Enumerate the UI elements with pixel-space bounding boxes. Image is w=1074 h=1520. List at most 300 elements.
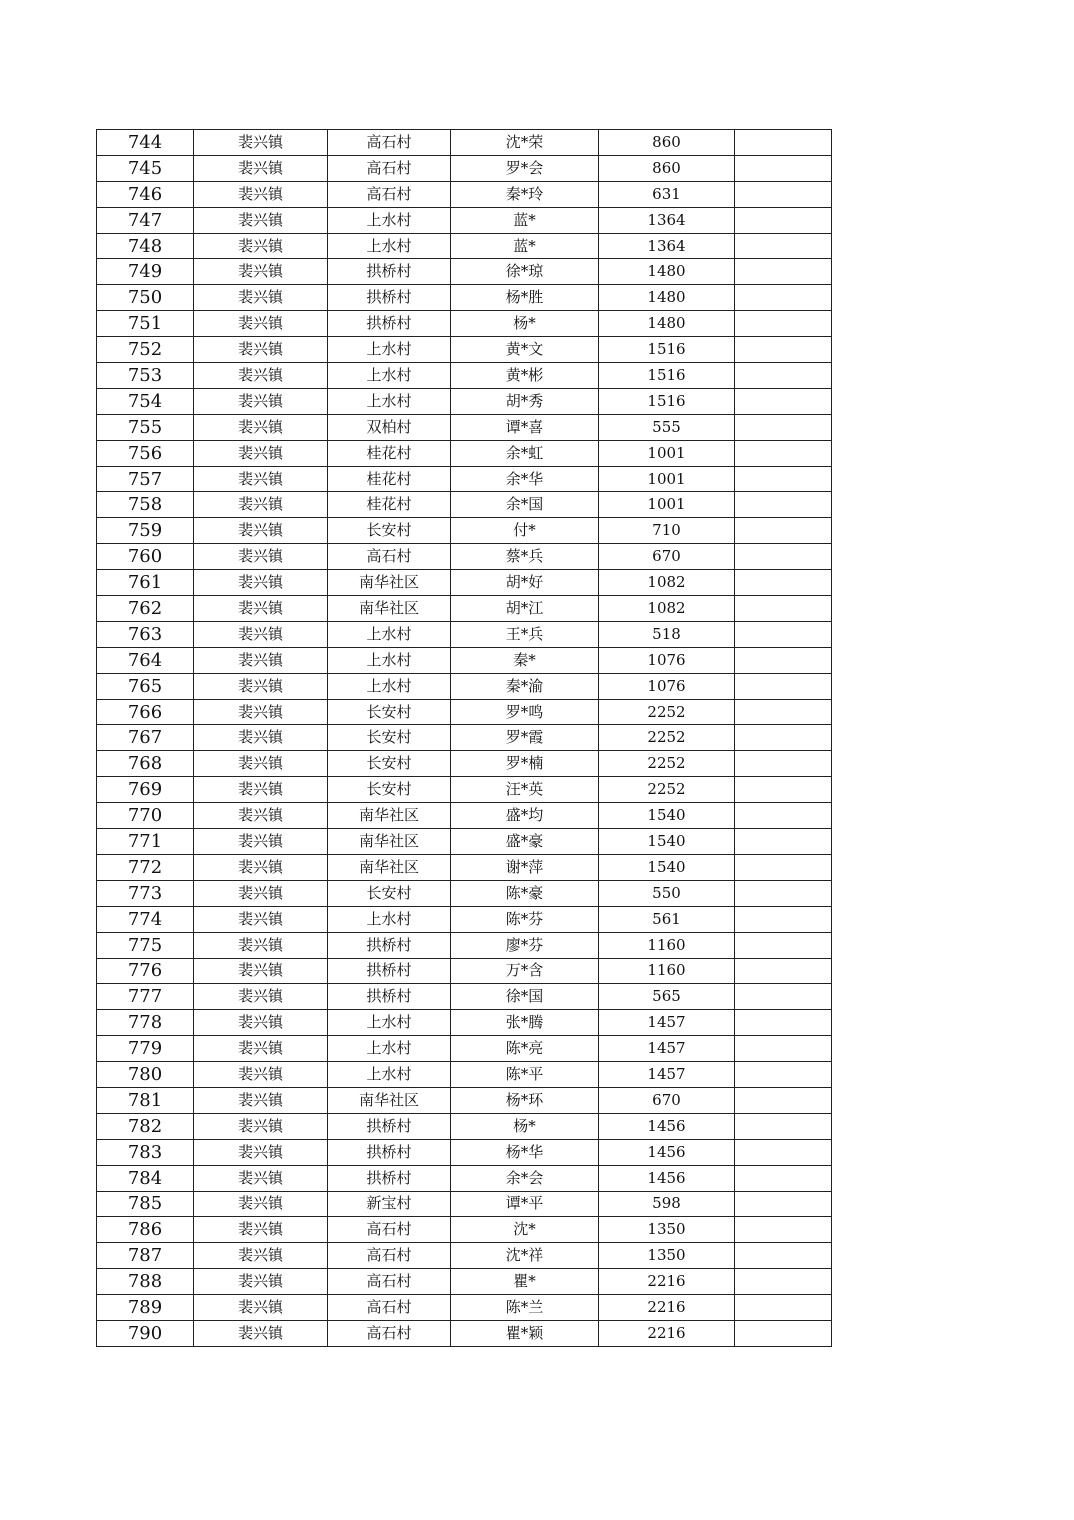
amount-cell: 1457 bbox=[599, 1062, 735, 1088]
village-cell: 高石村 bbox=[328, 181, 451, 207]
village-cell: 新宝村 bbox=[328, 1191, 451, 1217]
village-cell: 上水村 bbox=[328, 388, 451, 414]
village-cell: 上水村 bbox=[328, 1036, 451, 1062]
village-cell: 上水村 bbox=[328, 207, 451, 233]
amount-cell: 561 bbox=[599, 906, 735, 932]
village-cell: 南华社区 bbox=[328, 570, 451, 596]
table-row bbox=[97, 1295, 832, 1321]
table-row bbox=[97, 1269, 832, 1295]
row-number-cell: 753 bbox=[97, 363, 194, 389]
name-cell: 罗*霞 bbox=[451, 725, 599, 751]
village-cell: 长安村 bbox=[328, 725, 451, 751]
row-number-cell: 767 bbox=[97, 725, 194, 751]
name-cell: 陈*芬 bbox=[451, 906, 599, 932]
row-number-cell: 757 bbox=[97, 466, 194, 492]
row-number-cell: 761 bbox=[97, 570, 194, 596]
remark-cell bbox=[735, 518, 832, 544]
town-cell: 裴兴镇 bbox=[194, 647, 328, 673]
name-cell: 谭*平 bbox=[451, 1191, 599, 1217]
row-number-cell: 779 bbox=[97, 1036, 194, 1062]
table-row bbox=[97, 207, 832, 233]
name-cell: 黄*文 bbox=[451, 337, 599, 363]
town-cell: 裴兴镇 bbox=[194, 854, 328, 880]
village-cell: 上水村 bbox=[328, 647, 451, 673]
amount-cell: 670 bbox=[599, 1087, 735, 1113]
name-cell: 余*华 bbox=[451, 466, 599, 492]
amount-cell: 1456 bbox=[599, 1165, 735, 1191]
remark-cell bbox=[735, 777, 832, 803]
village-cell: 桂花村 bbox=[328, 440, 451, 466]
row-number-cell: 749 bbox=[97, 259, 194, 285]
table-row bbox=[97, 699, 832, 725]
row-number-cell: 760 bbox=[97, 544, 194, 570]
town-cell: 裴兴镇 bbox=[194, 1010, 328, 1036]
table-row bbox=[97, 1320, 832, 1346]
amount-cell: 550 bbox=[599, 880, 735, 906]
row-number-cell: 748 bbox=[97, 233, 194, 259]
village-cell: 高石村 bbox=[328, 1295, 451, 1321]
row-number-cell: 773 bbox=[97, 880, 194, 906]
village-cell: 拱桥村 bbox=[328, 285, 451, 311]
table-row bbox=[97, 181, 832, 207]
amount-cell: 1480 bbox=[599, 285, 735, 311]
remark-cell bbox=[735, 1139, 832, 1165]
town-cell: 裴兴镇 bbox=[194, 259, 328, 285]
village-cell: 高石村 bbox=[328, 130, 451, 156]
town-cell: 裴兴镇 bbox=[194, 932, 328, 958]
remark-cell bbox=[735, 829, 832, 855]
name-cell: 余*虹 bbox=[451, 440, 599, 466]
amount-cell: 565 bbox=[599, 984, 735, 1010]
name-cell: 王*兵 bbox=[451, 621, 599, 647]
amount-cell: 2252 bbox=[599, 777, 735, 803]
town-cell: 裴兴镇 bbox=[194, 363, 328, 389]
row-number-cell: 744 bbox=[97, 130, 194, 156]
town-cell: 裴兴镇 bbox=[194, 155, 328, 181]
amount-cell: 2216 bbox=[599, 1295, 735, 1321]
village-cell: 南华社区 bbox=[328, 803, 451, 829]
remark-cell bbox=[735, 259, 832, 285]
name-cell: 余*会 bbox=[451, 1165, 599, 1191]
village-cell: 高石村 bbox=[328, 1217, 451, 1243]
name-cell: 胡*江 bbox=[451, 596, 599, 622]
village-cell: 高石村 bbox=[328, 544, 451, 570]
village-cell: 双柏村 bbox=[328, 414, 451, 440]
name-cell: 汪*英 bbox=[451, 777, 599, 803]
row-number-cell: 765 bbox=[97, 673, 194, 699]
row-number-cell: 777 bbox=[97, 984, 194, 1010]
remark-cell bbox=[735, 440, 832, 466]
name-cell: 秦*玲 bbox=[451, 181, 599, 207]
town-cell: 裴兴镇 bbox=[194, 751, 328, 777]
name-cell: 秦*渝 bbox=[451, 673, 599, 699]
row-number-cell: 763 bbox=[97, 621, 194, 647]
row-number-cell: 782 bbox=[97, 1113, 194, 1139]
remark-cell bbox=[735, 1217, 832, 1243]
amount-cell: 1001 bbox=[599, 440, 735, 466]
remark-cell bbox=[735, 596, 832, 622]
amount-cell: 1350 bbox=[599, 1217, 735, 1243]
village-cell: 高石村 bbox=[328, 1269, 451, 1295]
town-cell: 裴兴镇 bbox=[194, 984, 328, 1010]
amount-cell: 1456 bbox=[599, 1139, 735, 1165]
name-cell: 罗*会 bbox=[451, 155, 599, 181]
town-cell: 裴兴镇 bbox=[194, 906, 328, 932]
table-row bbox=[97, 1036, 832, 1062]
remark-cell bbox=[735, 699, 832, 725]
table-row bbox=[97, 1191, 832, 1217]
row-number-cell: 759 bbox=[97, 518, 194, 544]
row-number-cell: 781 bbox=[97, 1087, 194, 1113]
name-cell: 胡*好 bbox=[451, 570, 599, 596]
name-cell: 陈*兰 bbox=[451, 1295, 599, 1321]
remark-cell bbox=[735, 1295, 832, 1321]
remark-cell bbox=[735, 466, 832, 492]
village-cell: 南华社区 bbox=[328, 854, 451, 880]
name-cell: 沈*祥 bbox=[451, 1243, 599, 1269]
row-number-cell: 764 bbox=[97, 647, 194, 673]
town-cell: 裴兴镇 bbox=[194, 1243, 328, 1269]
village-cell: 上水村 bbox=[328, 621, 451, 647]
row-number-cell: 750 bbox=[97, 285, 194, 311]
town-cell: 裴兴镇 bbox=[194, 1139, 328, 1165]
village-cell: 上水村 bbox=[328, 233, 451, 259]
remark-cell bbox=[735, 414, 832, 440]
town-cell: 裴兴镇 bbox=[194, 466, 328, 492]
amount-cell: 598 bbox=[599, 1191, 735, 1217]
table-row bbox=[97, 466, 832, 492]
amount-cell: 1001 bbox=[599, 466, 735, 492]
table-row bbox=[97, 440, 832, 466]
table-row bbox=[97, 130, 832, 156]
town-cell: 裴兴镇 bbox=[194, 829, 328, 855]
amount-cell: 1516 bbox=[599, 363, 735, 389]
village-cell: 高石村 bbox=[328, 155, 451, 181]
row-number-cell: 758 bbox=[97, 492, 194, 518]
village-cell: 拱桥村 bbox=[328, 259, 451, 285]
row-number-cell: 771 bbox=[97, 829, 194, 855]
table-row bbox=[97, 233, 832, 259]
village-cell: 长安村 bbox=[328, 699, 451, 725]
name-cell: 盛*均 bbox=[451, 803, 599, 829]
remark-cell bbox=[735, 1062, 832, 1088]
name-cell: 谭*喜 bbox=[451, 414, 599, 440]
town-cell: 裴兴镇 bbox=[194, 958, 328, 984]
row-number-cell: 790 bbox=[97, 1320, 194, 1346]
village-cell: 南华社区 bbox=[328, 596, 451, 622]
town-cell: 裴兴镇 bbox=[194, 570, 328, 596]
amount-cell: 860 bbox=[599, 155, 735, 181]
table-row bbox=[97, 544, 832, 570]
remark-cell bbox=[735, 285, 832, 311]
name-cell: 杨* bbox=[451, 311, 599, 337]
village-cell: 拱桥村 bbox=[328, 1139, 451, 1165]
name-cell: 蔡*兵 bbox=[451, 544, 599, 570]
remark-cell bbox=[735, 363, 832, 389]
village-cell: 拱桥村 bbox=[328, 932, 451, 958]
name-cell: 陈*平 bbox=[451, 1062, 599, 1088]
remark-cell bbox=[735, 155, 832, 181]
name-cell: 徐*琼 bbox=[451, 259, 599, 285]
town-cell: 裴兴镇 bbox=[194, 777, 328, 803]
table-row bbox=[97, 363, 832, 389]
town-cell: 裴兴镇 bbox=[194, 596, 328, 622]
name-cell: 廖*芬 bbox=[451, 932, 599, 958]
remark-cell bbox=[735, 337, 832, 363]
amount-cell: 670 bbox=[599, 544, 735, 570]
amount-cell: 1082 bbox=[599, 570, 735, 596]
remark-cell bbox=[735, 1087, 832, 1113]
amount-cell: 1160 bbox=[599, 932, 735, 958]
town-cell: 裴兴镇 bbox=[194, 544, 328, 570]
town-cell: 裴兴镇 bbox=[194, 1087, 328, 1113]
table-row bbox=[97, 829, 832, 855]
table-row bbox=[97, 388, 832, 414]
village-cell: 拱桥村 bbox=[328, 984, 451, 1010]
name-cell: 盛*豪 bbox=[451, 829, 599, 855]
row-number-cell: 778 bbox=[97, 1010, 194, 1036]
village-cell: 拱桥村 bbox=[328, 311, 451, 337]
name-cell: 蓝* bbox=[451, 233, 599, 259]
table-row bbox=[97, 1217, 832, 1243]
amount-cell: 1001 bbox=[599, 492, 735, 518]
amount-cell: 2252 bbox=[599, 699, 735, 725]
table-row bbox=[97, 311, 832, 337]
remark-cell bbox=[735, 958, 832, 984]
row-number-cell: 770 bbox=[97, 803, 194, 829]
town-cell: 裴兴镇 bbox=[194, 440, 328, 466]
amount-cell: 631 bbox=[599, 181, 735, 207]
row-number-cell: 786 bbox=[97, 1217, 194, 1243]
row-number-cell: 768 bbox=[97, 751, 194, 777]
row-number-cell: 772 bbox=[97, 854, 194, 880]
row-number-cell: 754 bbox=[97, 388, 194, 414]
remark-cell bbox=[735, 1191, 832, 1217]
village-cell: 桂花村 bbox=[328, 466, 451, 492]
amount-cell: 1076 bbox=[599, 673, 735, 699]
remark-cell bbox=[735, 1269, 832, 1295]
village-cell: 南华社区 bbox=[328, 1087, 451, 1113]
row-number-cell: 762 bbox=[97, 596, 194, 622]
row-number-cell: 746 bbox=[97, 181, 194, 207]
table-row bbox=[97, 880, 832, 906]
table-row bbox=[97, 570, 832, 596]
table-row bbox=[97, 337, 832, 363]
town-cell: 裴兴镇 bbox=[194, 699, 328, 725]
remark-cell bbox=[735, 906, 832, 932]
village-cell: 长安村 bbox=[328, 880, 451, 906]
remark-cell bbox=[735, 1243, 832, 1269]
row-number-cell: 752 bbox=[97, 337, 194, 363]
village-cell: 上水村 bbox=[328, 673, 451, 699]
table-row bbox=[97, 984, 832, 1010]
village-cell: 南华社区 bbox=[328, 829, 451, 855]
remark-cell bbox=[735, 1113, 832, 1139]
table-row bbox=[97, 673, 832, 699]
remark-cell bbox=[735, 388, 832, 414]
village-cell: 上水村 bbox=[328, 363, 451, 389]
amount-cell: 1364 bbox=[599, 207, 735, 233]
town-cell: 裴兴镇 bbox=[194, 311, 328, 337]
name-cell: 黄*彬 bbox=[451, 363, 599, 389]
town-cell: 裴兴镇 bbox=[194, 1113, 328, 1139]
name-cell: 瞿* bbox=[451, 1269, 599, 1295]
table-row bbox=[97, 492, 832, 518]
name-cell: 瞿*颖 bbox=[451, 1320, 599, 1346]
remark-cell bbox=[735, 492, 832, 518]
remark-cell bbox=[735, 803, 832, 829]
remark-cell bbox=[735, 1320, 832, 1346]
data-table bbox=[96, 129, 832, 1347]
town-cell: 裴兴镇 bbox=[194, 181, 328, 207]
village-cell: 长安村 bbox=[328, 751, 451, 777]
amount-cell: 1364 bbox=[599, 233, 735, 259]
amount-cell: 1457 bbox=[599, 1036, 735, 1062]
row-number-cell: 745 bbox=[97, 155, 194, 181]
remark-cell bbox=[735, 984, 832, 1010]
remark-cell bbox=[735, 751, 832, 777]
village-cell: 上水村 bbox=[328, 906, 451, 932]
town-cell: 裴兴镇 bbox=[194, 285, 328, 311]
village-cell: 高石村 bbox=[328, 1320, 451, 1346]
village-cell: 拱桥村 bbox=[328, 958, 451, 984]
table-row bbox=[97, 1243, 832, 1269]
table-row bbox=[97, 285, 832, 311]
amount-cell: 1456 bbox=[599, 1113, 735, 1139]
table-row bbox=[97, 647, 832, 673]
amount-cell: 1350 bbox=[599, 1243, 735, 1269]
name-cell: 罗*鸣 bbox=[451, 699, 599, 725]
name-cell: 杨*环 bbox=[451, 1087, 599, 1113]
town-cell: 裴兴镇 bbox=[194, 803, 328, 829]
table-row bbox=[97, 1165, 832, 1191]
remark-cell bbox=[735, 544, 832, 570]
row-number-cell: 783 bbox=[97, 1139, 194, 1165]
village-cell: 上水村 bbox=[328, 1010, 451, 1036]
table-row bbox=[97, 777, 832, 803]
name-cell: 陈*亮 bbox=[451, 1036, 599, 1062]
amount-cell: 860 bbox=[599, 130, 735, 156]
amount-cell: 1480 bbox=[599, 311, 735, 337]
name-cell: 沈*荣 bbox=[451, 130, 599, 156]
amount-cell: 1540 bbox=[599, 854, 735, 880]
table-row bbox=[97, 958, 832, 984]
row-number-cell: 775 bbox=[97, 932, 194, 958]
town-cell: 裴兴镇 bbox=[194, 1036, 328, 1062]
town-cell: 裴兴镇 bbox=[194, 1062, 328, 1088]
remark-cell bbox=[735, 1165, 832, 1191]
name-cell: 沈* bbox=[451, 1217, 599, 1243]
table-row bbox=[97, 1113, 832, 1139]
row-number-cell: 774 bbox=[97, 906, 194, 932]
town-cell: 裴兴镇 bbox=[194, 621, 328, 647]
table-row bbox=[97, 1087, 832, 1113]
village-cell: 长安村 bbox=[328, 777, 451, 803]
remark-cell bbox=[735, 621, 832, 647]
table-row bbox=[97, 1139, 832, 1165]
name-cell: 罗*楠 bbox=[451, 751, 599, 777]
row-number-cell: 755 bbox=[97, 414, 194, 440]
table-row bbox=[97, 751, 832, 777]
remark-cell bbox=[735, 1036, 832, 1062]
row-number-cell: 756 bbox=[97, 440, 194, 466]
table-row bbox=[97, 1062, 832, 1088]
amount-cell: 2216 bbox=[599, 1320, 735, 1346]
town-cell: 裴兴镇 bbox=[194, 1295, 328, 1321]
amount-cell: 2252 bbox=[599, 725, 735, 751]
row-number-cell: 787 bbox=[97, 1243, 194, 1269]
remark-cell bbox=[735, 647, 832, 673]
row-number-cell: 747 bbox=[97, 207, 194, 233]
amount-cell: 1076 bbox=[599, 647, 735, 673]
town-cell: 裴兴镇 bbox=[194, 233, 328, 259]
town-cell: 裴兴镇 bbox=[194, 337, 328, 363]
table-row bbox=[97, 259, 832, 285]
table-row bbox=[97, 518, 832, 544]
table-row bbox=[97, 155, 832, 181]
table-row bbox=[97, 854, 832, 880]
remark-cell bbox=[735, 570, 832, 596]
amount-cell: 1516 bbox=[599, 388, 735, 414]
row-number-cell: 751 bbox=[97, 311, 194, 337]
amount-cell: 710 bbox=[599, 518, 735, 544]
row-number-cell: 785 bbox=[97, 1191, 194, 1217]
amount-cell: 1457 bbox=[599, 1010, 735, 1036]
remark-cell bbox=[735, 311, 832, 337]
town-cell: 裴兴镇 bbox=[194, 1320, 328, 1346]
village-cell: 高石村 bbox=[328, 1243, 451, 1269]
table-row bbox=[97, 1010, 832, 1036]
remark-cell bbox=[735, 932, 832, 958]
remark-cell bbox=[735, 181, 832, 207]
town-cell: 裴兴镇 bbox=[194, 1165, 328, 1191]
name-cell: 陈*豪 bbox=[451, 880, 599, 906]
table-row bbox=[97, 621, 832, 647]
amount-cell: 2216 bbox=[599, 1269, 735, 1295]
amount-cell: 1160 bbox=[599, 958, 735, 984]
town-cell: 裴兴镇 bbox=[194, 1269, 328, 1295]
remark-cell bbox=[735, 673, 832, 699]
amount-cell: 1540 bbox=[599, 829, 735, 855]
row-number-cell: 788 bbox=[97, 1269, 194, 1295]
amount-cell: 1540 bbox=[599, 803, 735, 829]
name-cell: 杨*华 bbox=[451, 1139, 599, 1165]
name-cell: 万*含 bbox=[451, 958, 599, 984]
town-cell: 裴兴镇 bbox=[194, 725, 328, 751]
name-cell: 蓝* bbox=[451, 207, 599, 233]
village-cell: 上水村 bbox=[328, 337, 451, 363]
row-number-cell: 766 bbox=[97, 699, 194, 725]
remark-cell bbox=[735, 130, 832, 156]
row-number-cell: 769 bbox=[97, 777, 194, 803]
amount-cell: 518 bbox=[599, 621, 735, 647]
village-cell: 拱桥村 bbox=[328, 1165, 451, 1191]
amount-cell: 2252 bbox=[599, 751, 735, 777]
amount-cell: 1480 bbox=[599, 259, 735, 285]
town-cell: 裴兴镇 bbox=[194, 492, 328, 518]
town-cell: 裴兴镇 bbox=[194, 1191, 328, 1217]
row-number-cell: 776 bbox=[97, 958, 194, 984]
name-cell: 谢*萍 bbox=[451, 854, 599, 880]
town-cell: 裴兴镇 bbox=[194, 673, 328, 699]
name-cell: 付* bbox=[451, 518, 599, 544]
remark-cell bbox=[735, 207, 832, 233]
table-row bbox=[97, 414, 832, 440]
row-number-cell: 780 bbox=[97, 1062, 194, 1088]
town-cell: 裴兴镇 bbox=[194, 130, 328, 156]
table-row bbox=[97, 906, 832, 932]
village-cell: 拱桥村 bbox=[328, 1113, 451, 1139]
